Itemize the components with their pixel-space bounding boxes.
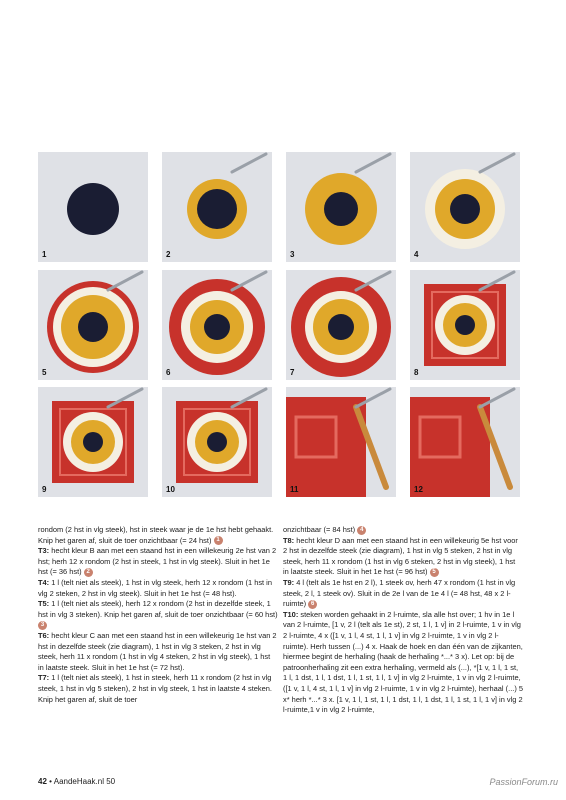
crochet-piece-illustration: [410, 270, 520, 380]
crochet-piece-illustration: [38, 270, 148, 380]
instruction-paragraph: [283, 536, 523, 578]
instruction-paragraph: [38, 546, 278, 578]
photo-step-number: 12: [414, 485, 423, 494]
footer-source: AandeHaak.nl 50: [53, 777, 116, 786]
crochet-piece-illustration: [286, 270, 396, 380]
round-label: T7:: [38, 673, 50, 683]
photo-step-number: 3: [290, 250, 295, 259]
crochet-piece-illustration: [38, 152, 148, 262]
photo-reference-badge: 5: [430, 568, 439, 577]
instruction-paragraph: [283, 610, 523, 716]
photo-step-number: 6: [166, 368, 171, 377]
photo-reference-badge: 2: [84, 568, 93, 577]
page-number: 42: [38, 777, 47, 786]
step-photo: [38, 387, 148, 497]
instruction-text: onzichtbaar (= 84 hst): [283, 525, 356, 534]
instruction-paragraph: [38, 631, 278, 673]
step-photo: [410, 270, 520, 380]
photo-reference-badge: 6: [308, 600, 317, 609]
round-label: T6:: [38, 630, 50, 640]
step-photo: [162, 152, 272, 262]
step-photo: [286, 387, 396, 497]
photo-step-number: 10: [166, 485, 175, 494]
round-label: T4:: [38, 577, 50, 587]
crochet-piece-illustration: [410, 152, 520, 262]
instruction-text: hecht kleur B aan met een staand hst in een willekeurig 2e hst van 2 hst; herh 12 x rondom (2 hst in steek, 1 hst in vlg steek). Sluit in het 1e hst (= 36 hst): [38, 546, 277, 577]
instructions-right-column: [283, 525, 523, 716]
photo-step-number: 11: [290, 485, 299, 494]
footer-bullet: •: [49, 777, 52, 786]
photo-reference-badge: 4: [357, 526, 366, 535]
instruction-paragraph: [38, 599, 278, 631]
instruction-text: hecht kleur C aan met een staand hst in een willekeurig 1e hst van 2 hst in dezelfde steek (zie diagram), 1 hst in vlg 3 steken, 2 hst in vlg steek, herh 11 x rondom (1 hst in vlg 4 steken, 2 hst in vlg steek), 1 hst in laatste steek. Sluit in het 1e hst (= 72 hst).: [38, 630, 277, 672]
instruction-paragraph: [38, 578, 278, 599]
step-photo: [38, 152, 148, 262]
step-photo: [38, 270, 148, 380]
photo-step-number: 1: [42, 250, 47, 259]
photo-reference-badge: 3: [38, 621, 47, 630]
photo-step-number: 7: [290, 368, 295, 377]
instruction-text: rondom (2 hst in vlg steek), hst in steek waar je de 1e hst hebt gehaakt. Knip het garen af, sluit de toer onzichtbaar (= 24 hst): [38, 525, 274, 545]
crochet-piece-illustration: [162, 152, 272, 262]
round-label: T8:: [283, 535, 295, 545]
page-footer: [38, 777, 115, 786]
crochet-piece-illustration: [286, 152, 396, 262]
step-photo: [286, 270, 396, 380]
instruction-text: steken worden gehaakt in 2 l-ruimte, sla alle hst over; 1 hv in 1e l van 2 l-ruimte, [1 v, 2 l (telt als 1e st), 2 st, 1 l, 1 v] in 2 l-ruimte, 1 v in vlg 2 l-ruimte, 4 x ([1 v, 1 l, 4 st, 1 l, 1 v] in vlg 2 l-ruimte, 1 v in vlg 2 l-ruimte). Herh tussen (...) 4 x. Haak de hoek en dan één van de zijkanten, hiermee begint de herhaling (haak de herhaling *...* 3 x). Let op: bij de patroonherhaling zit een extra herhaling, vermeld als (...), *[1 v, 1 l, 1 st, 1 l, 1 dst, 1 l, 1 dst, 1 l, 1 st, 1 l, 1 v] in vlg 2 l-ruimte, 1 v in vlg 2 l-ruimte, ([1 v, 1 l, 4 st, 1 l, 1 v] in vlg 2 l-ruimte, 1 v in vlg 2 l-ruimte), herhaal (...) 5 x* herh *...* 3 x. [1 v, 1 l, 1 st, 1 l, 1 dst, 1 l, 1 dst, 1 l, 1 st, 1 l, 1 v] in vlg 2 l-ruimte,1 v in vlg 2 l-ruimte,: [283, 609, 524, 715]
instruction-paragraph: [283, 578, 523, 610]
instruction-paragraph: [38, 525, 278, 546]
step-photo: [410, 152, 520, 262]
photo-reference-badge: 1: [214, 536, 223, 545]
photo-step-number: 8: [414, 368, 419, 377]
instructions-left-column: [38, 525, 278, 705]
instruction-text: 1 l (telt niet als steek), herh 12 x rondom (2 hst in dezelfde steek, 1 hst in vlg 3 steken). Knip het garen af, sluit de toer onzichtbaar (= 60 hst): [38, 599, 278, 619]
instruction-paragraph: [38, 673, 278, 705]
round-label: T5:: [38, 599, 50, 609]
photo-step-number: 4: [414, 250, 419, 259]
instruction-text: 1 l (telt niet als steek), 1 hst in vlg steek, herh 12 x rondom (1 hst in vlg 2 steken, 2 hst in vlg steek). Sluit in het 1e hst (= 48 hst).: [38, 577, 272, 598]
step-photo: [286, 152, 396, 262]
photo-step-number: 5: [42, 368, 47, 377]
round-label: T9:: [283, 577, 295, 587]
photo-step-number: 2: [166, 250, 171, 259]
instruction-text: 1 l (telt niet als steek), 1 hst in steek, herh 11 x rondom (2 hst in vlg steek, 1 hst in vlg 5 steken), 2 hst in vlg steek, 1 hst in laatste 4 steken. Knip het garen af, sluit de toer: [38, 673, 272, 704]
crochet-piece-illustration: [286, 387, 396, 497]
watermark: PassionForum.ru: [489, 777, 558, 787]
step-photo: [162, 387, 272, 497]
step-photo: [410, 387, 520, 497]
step-photo: [162, 270, 272, 380]
crochet-piece-illustration: [162, 270, 272, 380]
crochet-piece-illustration: [410, 387, 520, 497]
instruction-text: 4 l (telt als 1e hst en 2 l), 1 steek ov, herh 47 x rondom (1 hst in vlg steek, 2 l, 1 steek ov). Sluit in de 2e l van de 1e 4 l (= 48 hst, 48 x 2 l-ruimte): [283, 577, 516, 609]
instruction-paragraph: [283, 525, 523, 536]
crochet-piece-illustration: [162, 387, 272, 497]
round-label: T10:: [283, 609, 299, 619]
instruction-text: hecht kleur D aan met een staand hst in een willekeurig 5e hst voor 2 hst in dezelfde steek (zie diagram), 1 hst in vlg 5 steken, 2 hst in vlg steek, herh 11 x rondom (1 hst in vlg 6 steken, 2 hst in vlg steek), 1 hst in laatste steek. Sluit in het 1e hst (= 96 hst): [283, 535, 518, 577]
crochet-piece-illustration: [38, 387, 148, 497]
photo-step-number: 9: [42, 485, 47, 494]
round-label: T3:: [38, 546, 50, 556]
